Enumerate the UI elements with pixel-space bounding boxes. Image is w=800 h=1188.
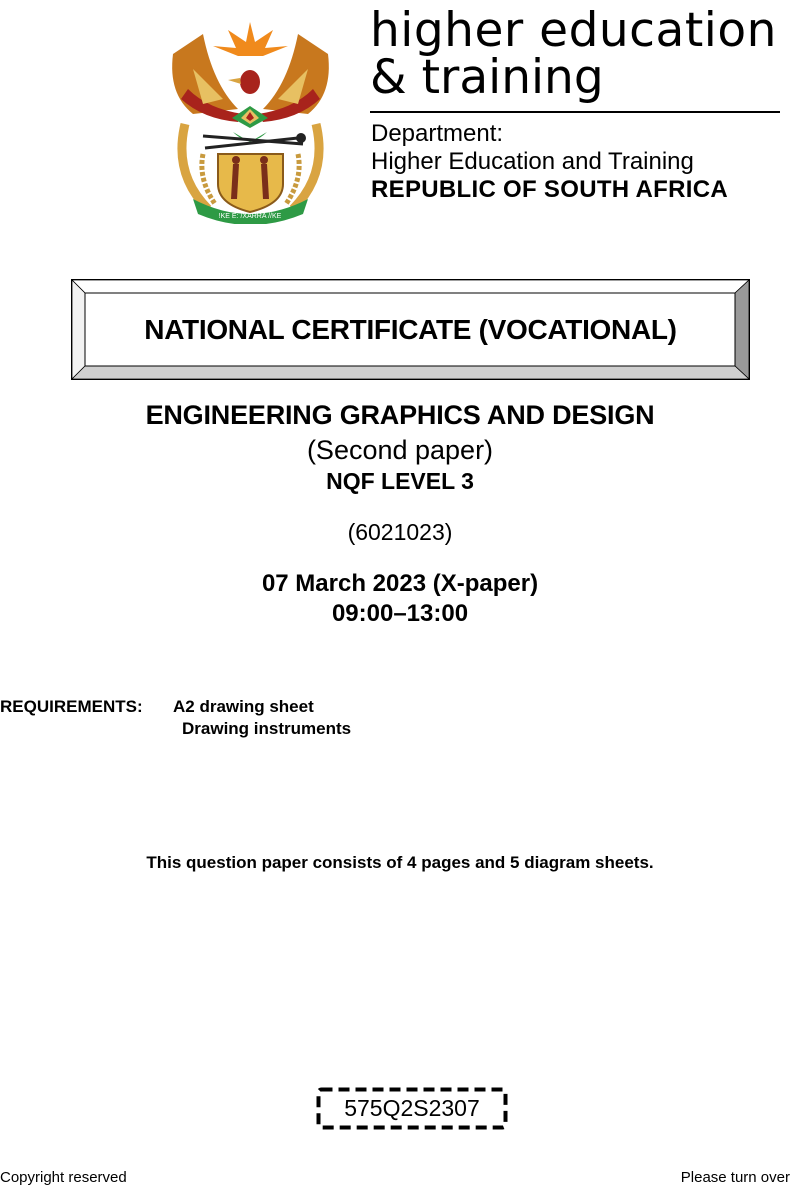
paper-number: (Second paper) — [306, 435, 494, 465]
svg-text:!KE E: /XARRA //KE: !KE E: /XARRA //KE — [218, 213, 282, 220]
department-label: Department: — [371, 120, 504, 147]
requirement-item: Drawing instruments — [182, 719, 352, 738]
country-name: REPUBLIC OF SOUTH AFRICA — [371, 176, 728, 203]
certificate-title: NATIONAL CERTIFICATE (VOCATIONAL) — [144, 313, 677, 345]
subject-title: ENGINEERING GRAPHICS AND DESIGN — [145, 400, 655, 430]
brand-line-2: & training — [370, 50, 604, 105]
nqf-level: NQF LEVEL 3 — [326, 468, 474, 494]
exam-time: 09:00–13:00 — [331, 600, 469, 627]
page-count-note: This question paper consists of 4 pages and 5 diagram sheets. — [146, 853, 654, 872]
brand-divider — [370, 111, 780, 113]
coat-of-arms-icon — [163, 14, 338, 224]
paper-code: 575Q2S2307 — [344, 1095, 480, 1121]
exam-date: 07 March 2023 (X-paper) — [261, 570, 539, 597]
brand-line-1: higher education — [370, 3, 777, 58]
footer-copyright: Copyright reserved — [0, 1169, 127, 1186]
subject-code: (6021023) — [347, 519, 453, 545]
requirement-item: A2 drawing sheet — [173, 697, 314, 716]
requirements-label: REQUIREMENTS: — [0, 697, 143, 716]
footer-turn-over: Please turn over — [680, 1169, 790, 1186]
department-name: Higher Education and Training — [371, 148, 694, 175]
